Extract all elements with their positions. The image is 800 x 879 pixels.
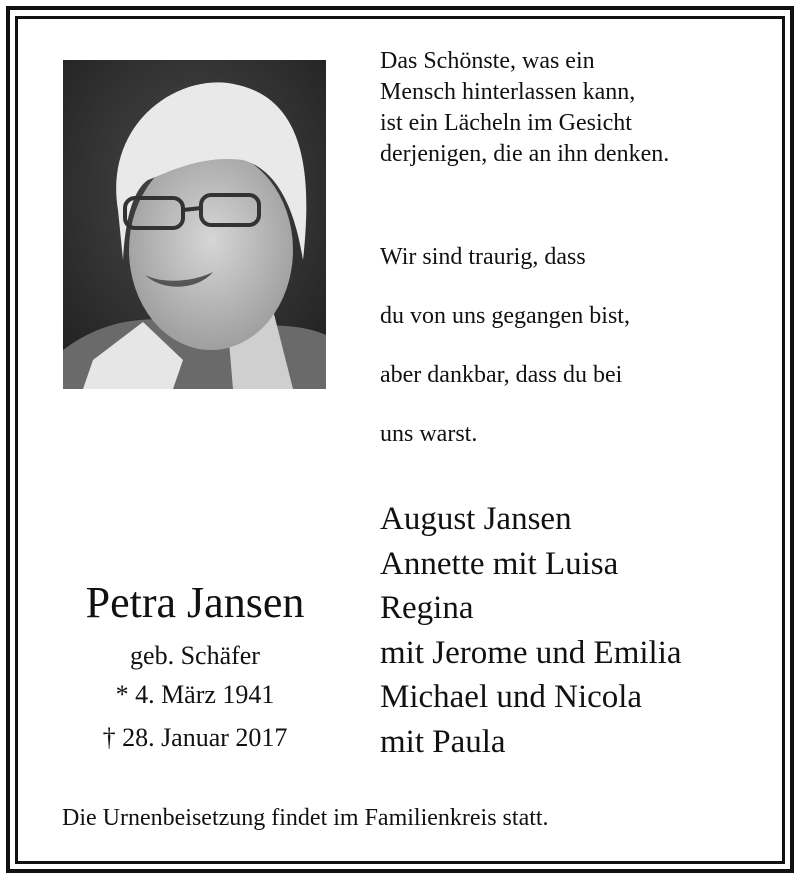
quote-line: Das Schönste, was ein — [380, 48, 595, 74]
death-date: † 28. Januar 2017 — [102, 723, 288, 752]
deceased-name: Petra Jansen — [85, 578, 305, 627]
verse-line: aber dankbar, dass du bei — [380, 362, 623, 388]
verse-line: uns warst. — [380, 421, 478, 447]
mourner-line: mit Jerome und Emilia — [380, 634, 682, 671]
mourner-line: mit Paula — [380, 723, 506, 760]
quote-line: Mensch hinterlassen kann, — [380, 79, 636, 105]
mourner-line: Michael und Nicola — [380, 679, 643, 715]
burial-note: Die Urnenbeisetzung findet im Familienkreis statt. — [62, 805, 549, 831]
maiden-name: geb. Schäfer — [130, 641, 260, 670]
memorial-quote — [380, 46, 669, 170]
quote-line: derjenigen, die an ihn denken. — [380, 141, 670, 167]
verse-line: Wir sind traurig, dass — [380, 244, 586, 270]
mourner-line: Annette mit Luisa — [380, 545, 619, 582]
mourner-line: August Jansen — [380, 501, 572, 537]
mourner-line: Regina — [380, 590, 474, 626]
portrait-photo — [63, 60, 326, 389]
mourning-verse — [380, 243, 630, 479]
quote-line: ist ein Lächeln im Gesicht — [380, 110, 632, 136]
verse-line: du von uns gegangen bist, — [380, 303, 630, 329]
mourners-list — [380, 497, 682, 764]
birth-date: * 4. März 1941 — [115, 680, 275, 709]
